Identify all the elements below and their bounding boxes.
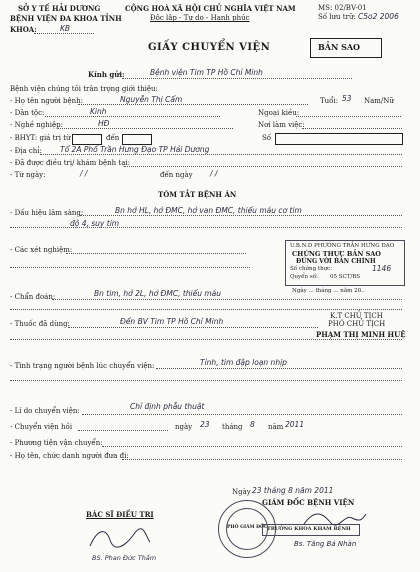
time-day-label: ngày [175,423,193,431]
doctor-title: BÁC SĨ ĐIỀU TRỊ [86,510,154,519]
kinh-gui-label: Kính gửi: [88,70,125,79]
document-title: GIẤY CHUYỂN VIỆN [148,42,271,53]
header-khoa-value: KB [60,24,71,33]
age-label: Tuổi: [320,97,339,105]
reason-value: Chỉ định phẫu thuật [130,402,205,411]
footer-date-prefix: Ngày [232,488,251,496]
time-day-value: 23 [200,420,210,429]
signs-label: - Dấu hiệu lâm sàng: [10,209,84,217]
bhyt-so-label: Số [262,134,272,142]
to-date-label: đến ngày [160,171,193,179]
drugs-value: Đến BV Tim TP Hồ Chí Minh [120,317,224,326]
doctor-signature [84,518,154,558]
transport-label: - Phương tiện vận chuyển: [10,439,103,447]
job-label: - Nghề nghiệp: [10,121,63,129]
name-value: Nguyễn Thị Cẩm [120,95,183,104]
rect-stamp-text: TRƯỞNG KHOA KHÁM BỆNH [267,526,351,532]
time-year-label: năm [268,423,284,431]
header-archive-label: Số lưu trữ: [318,13,356,21]
header-motto: Độc lập - Tự do - Hạnh phúc [150,14,250,22]
director-title: GIÁM ĐỐC BỆNH VIỆN [262,498,355,507]
drugs-label: - Thuốc đã dùng: [10,320,70,328]
reason-label: - Lí do chuyển viện: [10,407,80,415]
header-archive-value: C5o2 2006 [358,12,399,21]
kinh-gui-value: Bệnh viện Tim TP Hồ Chí Minh [150,68,263,77]
bhyt-to-label: đến [106,134,120,142]
diagnosis-label: - Chẩn đoán: [10,293,56,301]
status-label: - Tình trạng người bệnh lúc chuyển viện: [10,362,155,370]
time-label: - Chuyển viện hồi [10,423,73,431]
gender-label: Nam/Nữ [364,97,394,105]
cert-line2: CHỨNG THỰC BẢN SAO [292,250,381,258]
cert-so-label: Số chứng thực: [290,266,333,272]
bhyt-label: - BHYT: giá trị từ [10,134,71,142]
signs-value-2: độ 4, suy tim [70,219,120,228]
from-date-label: - Từ ngày: [10,171,46,179]
cert-line1: U.B.N.D PHƯỜNG TRẦN HƯNG ĐẠO [290,243,395,249]
header-khoa-label: KHOA: [10,25,37,34]
time-year-value: 2011 [285,420,305,429]
header-department: SỞ Y TẾ HẢI DƯƠNG [18,4,101,13]
address-value: Tổ 2A Phố Trần Hưng Đạo TP Hải Dương [60,145,210,154]
header-form-no: MS: 02/BV-01 [318,4,367,12]
ethnic-label: - Dân tộc: [10,109,45,117]
stamp-text: PHÓ GIÁM ĐỐC [227,525,268,530]
tests-label: - Các xét nghiệm: [10,246,73,254]
diagnosis-value: Bn tim, hở 2L, hở ĐMC, thiếu máu [94,289,222,298]
certification-stamp [285,240,405,286]
address-label: - Địa chỉ: [10,147,42,155]
signs-value-1: Bn hở HL, hở ĐMC, hở van ĐMC, thiếu máu cơ tim [115,206,302,215]
cert-kt: K.T CHỦ TỊCH [330,312,383,320]
status-value: Tỉnh, tim đập loạn nhịp [200,358,287,367]
workplace-label: Nơi làm việc: [258,121,305,129]
job-value: HĐ [98,119,110,128]
header-hospital: BỆNH VIỆN ĐA KHOA TỈNH [10,14,122,23]
cert-role: PHÓ CHỦ TỊCH [328,320,386,328]
from-date-value: / / [80,169,88,178]
name-label: - Họ tên người bệnh: [10,97,83,105]
cert-book-label: Quyển số: [290,274,318,280]
cert-date: Ngày ... tháng ... năm 20.. [292,288,365,294]
copy-badge: BẢN SAO [318,42,361,52]
footer-date-value: 23 tháng 8 năm 2011 [252,486,334,495]
director-signature [300,506,370,532]
to-date-value: / / [210,169,218,178]
ethnic-value: Kinh [90,107,107,116]
treated-label: - Đã được điều trị/ khám bệnh tại: [10,159,130,167]
cert-name: PHẠM THỊ MINH HUỆ [316,330,406,339]
intro-text: Bệnh viện chúng tôi trân trọng giới thiệu: [10,85,158,93]
summary-title: TÓM TẮT BỆNH ÁN [158,190,237,199]
cert-book-value: 05 SCT/BS [330,274,361,280]
cert-line3: ĐÚNG VỚI BẢN CHÍNH [296,258,376,265]
age-value: 53 [342,94,352,103]
time-month-label: tháng [222,423,243,431]
time-month-value: 8 [250,420,255,429]
header-republic: CỘNG HOÀ XÃ HỘI CHỦ NGHĨA VIỆT NAM [125,4,296,13]
doctor-name: BS. Phan Đức Thắm [92,554,157,562]
escort-label: - Họ tên, chức danh người đưa đi: [10,452,129,460]
cert-so-value: 1146 [372,264,392,273]
foreign-label: Ngoại kiều: [258,109,300,117]
director-name: Bs. Tăng Bá Nhàn [294,540,357,548]
